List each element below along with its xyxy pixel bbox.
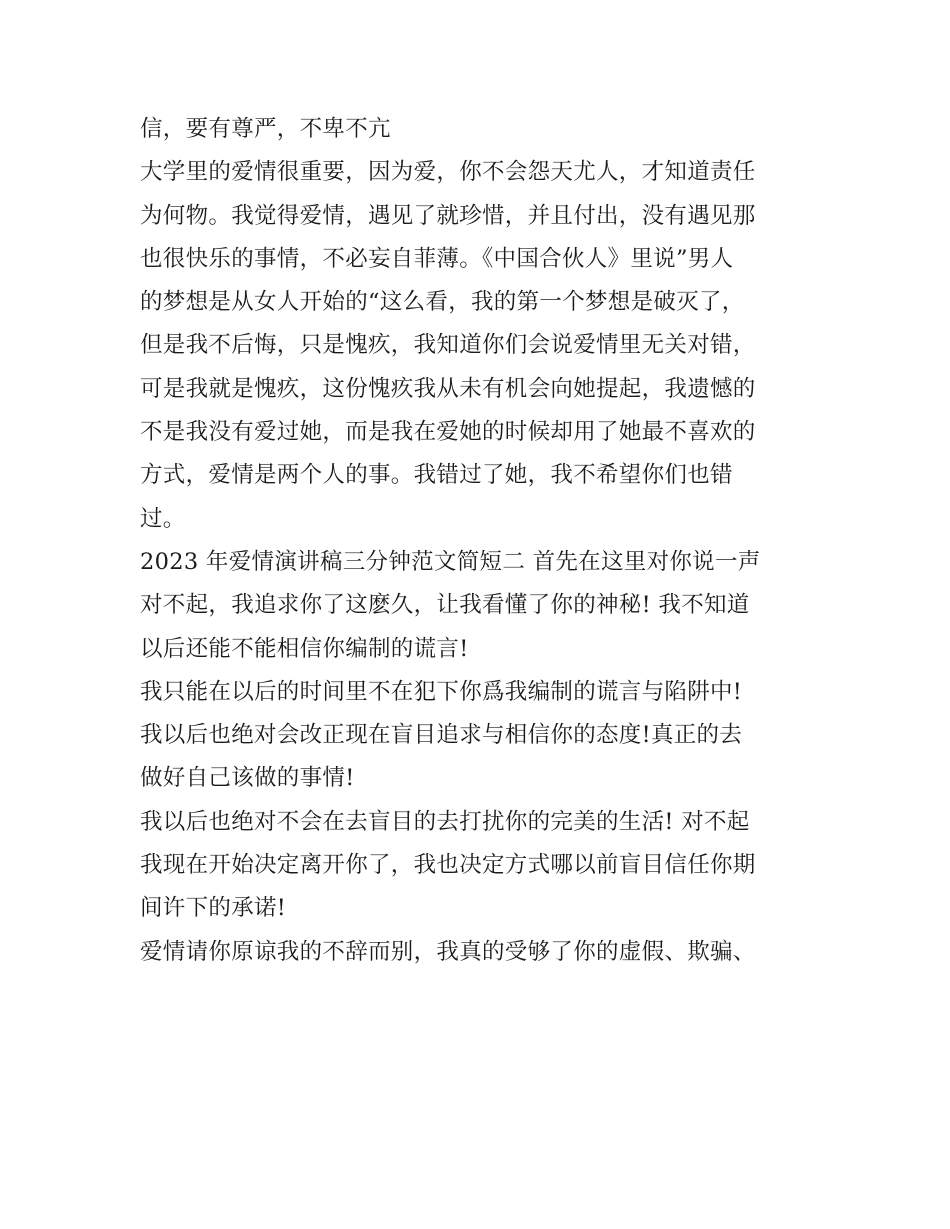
- document-body: [140, 108, 820, 974]
- text-line-2: 大学里的爱情很重要，因为爱，你不会怨天尤人，才知道责任: [140, 159, 756, 186]
- text-line-17: 我以后也绝对不会在去盲目的去打扰你的完美的生活! 对不起: [140, 808, 750, 835]
- text-line-8: 不是我没有爱过她，而是我在爱她的时候却用了她最不喜欢的: [140, 419, 756, 446]
- text-line-13: 以后还能不能相信你编制的谎言!: [140, 635, 469, 662]
- text-line-11: 2023 年爱情演讲稿三分钟范文简短二 首先在这里对你说一声: [140, 548, 761, 575]
- text-line-16: 做好自己该做的事情!: [140, 765, 355, 792]
- text-line-19: 间许下的承诺!: [140, 895, 287, 922]
- text-line-7: 可是我就是愧疚，这份愧疚我从未有机会向她提起，我遗憾的: [140, 375, 756, 402]
- text-line-20: 爱情请你原谅我的不辞而别，我真的受够了你的虚假、欺骗、: [140, 938, 756, 965]
- text-line-15: 我以后也绝对会改正现在盲目追求与相信你的态度!真正的去: [140, 722, 743, 749]
- text-line-6: 但是我不后悔，只是愧疚，我知道你们会说爱情里无关对错，: [140, 332, 756, 359]
- text-line-14: 我只能在以后的时间里不在犯下你爲我编制的谎言与陷阱中!: [140, 678, 743, 705]
- text-line-12: 对不起，我追求你了这麽久，让我看懂了你的神秘! 我不知道: [140, 592, 750, 619]
- text-line-5: 的梦想是从女人开始的“这么看，我的第一个梦想是破灭了，: [140, 289, 745, 316]
- text-line-9: 方式，爱情是两个人的事。我错过了她，我不希望你们也错: [140, 462, 733, 489]
- text-line-18: 我现在开始决定离开你了，我也决定方式哪以前盲目信任你期: [140, 852, 756, 879]
- text-line-4: 也很快乐的事情，不必妄自菲薄。《中国合伙人》里说”男人: [140, 245, 734, 272]
- text-line-3: 为何物。我觉得爱情，遇见了就珍惜，并且付出，没有遇见那: [140, 202, 756, 229]
- text-line-1: 信，要有尊严，不卑不亢: [140, 116, 391, 142]
- text-line-10: 过。: [140, 505, 186, 532]
